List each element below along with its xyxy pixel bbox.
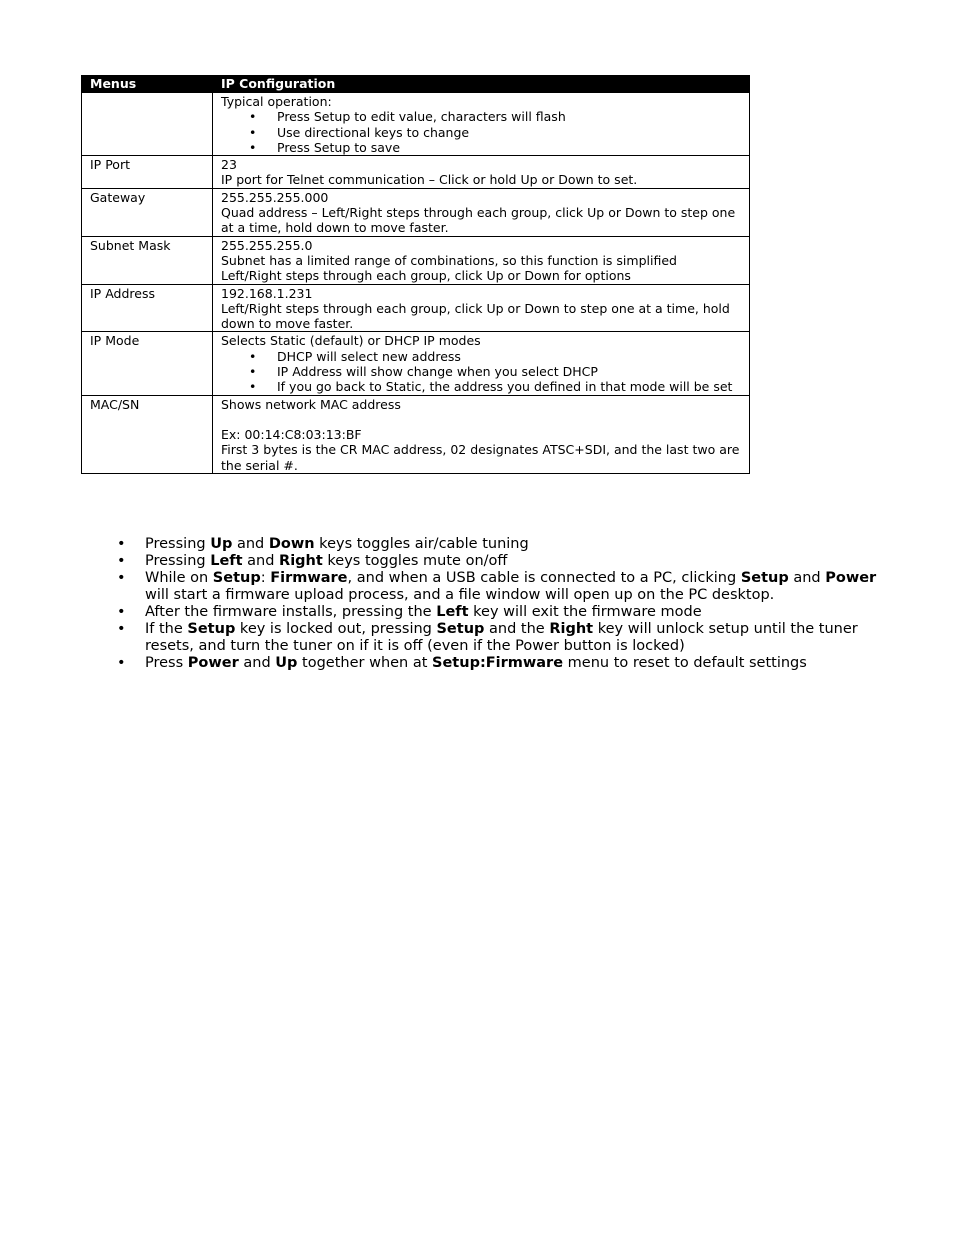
menu-cell <box>82 93 213 156</box>
key-name: Firmware <box>270 570 348 586</box>
ip-configuration-table <box>81 75 750 474</box>
value-cell <box>213 236 750 284</box>
value-line: Typical operation: <box>221 94 332 109</box>
menu-cell: IP Mode <box>82 332 213 395</box>
value-line: Subnet has a limited range of combinations, so this function is simplified <box>221 252 677 268</box>
value-line: IP port for Telnet communication – Click or hold Up or Down to set. <box>221 172 638 188</box>
note-text: and the <box>484 621 550 637</box>
menu-cell: Subnet Mask <box>82 236 213 284</box>
value-line: Shows network MAC address <box>221 396 401 412</box>
note-item <box>117 621 877 655</box>
key-name: Left <box>210 553 243 569</box>
note-text: key will unlock setup until the tuner resets, and turn the tuner on if it is off (even if the Power button is locked) <box>145 621 858 654</box>
table-row <box>82 156 750 189</box>
value-line: Selects Static (default) or DHCP IP modes <box>221 333 481 349</box>
table-row <box>82 236 750 284</box>
key-name: Setup <box>187 621 236 637</box>
value-cell <box>213 156 750 189</box>
table-row <box>82 284 750 332</box>
value-line: First 3 bytes is the CR MAC address, 02 designates ATSC+SDI, and the last two are the serial #. <box>221 442 740 473</box>
note-text: key will exit the firmware mode <box>468 604 702 620</box>
note-text: key is locked out, pressing <box>235 621 437 637</box>
list-item: • Press Setup to edit value, characters will flash <box>277 109 745 124</box>
list-item: • IP Address will show change when you select DHCP <box>277 364 745 379</box>
value-cell <box>213 332 750 395</box>
key-name: Setup <box>740 570 789 586</box>
key-name: Up <box>210 536 233 552</box>
header-ip-configuration: IP Configuration <box>213 76 750 93</box>
note-item <box>117 604 877 621</box>
value-bullet-list <box>221 109 745 155</box>
note-text: , and when a USB cable is connected to a PC, clicking <box>347 570 741 586</box>
key-name: Power <box>187 655 239 671</box>
key-name: Power <box>825 570 877 586</box>
key-name: Setup <box>212 570 261 586</box>
key-name: Left <box>436 604 469 620</box>
value-cell <box>213 284 750 332</box>
table-row <box>82 332 750 395</box>
key-name: Right <box>549 621 594 637</box>
menu-cell: IP Address <box>82 284 213 332</box>
note-text: and <box>238 655 276 671</box>
value-cell <box>213 93 750 156</box>
note-text: keys toggles mute on/off <box>322 553 508 569</box>
list-item: • DHCP will select new address <box>277 349 745 364</box>
note-item <box>117 536 877 553</box>
value-cell <box>213 395 750 473</box>
value-line: 255.255.255.0 <box>221 237 313 253</box>
note-item <box>117 553 877 570</box>
note-text: menu to reset to default settings <box>563 655 807 671</box>
note-text: Press <box>145 655 188 671</box>
menu-cell: IP Port <box>82 156 213 189</box>
note-text: together when at <box>297 655 433 671</box>
value-cell <box>213 188 750 236</box>
list-item: • Use directional keys to change <box>277 125 745 140</box>
key-name: Setup <box>436 621 485 637</box>
table-row <box>82 188 750 236</box>
note-text: and <box>242 553 280 569</box>
key-name: Setup:Firmware <box>432 655 564 671</box>
table-header-row <box>82 76 750 93</box>
note-text: If the <box>145 621 188 637</box>
key-name: Right <box>279 553 323 569</box>
header-menus: Menus <box>82 76 213 93</box>
value-bullet-list <box>221 349 745 395</box>
note-text: and <box>232 536 269 552</box>
value-line: 255.255.255.000 <box>221 189 329 205</box>
value-line: Left/Right steps through each group, click Up or Down to step one at a time, hold down to move faster. <box>221 300 730 332</box>
list-item: • If you go back to Static, the address you defined in that mode will be set <box>277 379 745 394</box>
table-row <box>82 93 750 156</box>
table-row <box>82 395 750 473</box>
note-item <box>117 570 877 604</box>
table-body <box>82 93 750 474</box>
key-notes-list <box>117 536 877 672</box>
value-line <box>221 412 745 427</box>
value-line: Quad address – Left/Right steps through each group, click Up or Down to step one at a time, hold down to move faster. <box>221 205 736 236</box>
note-text: While on <box>145 570 213 586</box>
note-item <box>117 655 877 672</box>
value-line: Ex: 00:14:C8:03:13:BF <box>221 426 362 442</box>
menu-cell: Gateway <box>82 188 213 236</box>
value-line: 23 <box>221 157 237 173</box>
note-text: Pressing <box>145 553 211 569</box>
list-item: • Press Setup to save <box>277 140 745 155</box>
key-name: Down <box>268 536 315 552</box>
value-line: 192.168.1.231 <box>221 285 313 301</box>
note-text: will start a firmware upload process, and a file window will open up on the PC desktop. <box>145 587 775 603</box>
note-text: and <box>788 570 826 586</box>
note-text: : <box>260 570 271 586</box>
note-text: After the firmware installs, pressing the <box>145 604 437 620</box>
value-line: Left/Right steps through each group, click Up or Down for options <box>221 268 631 284</box>
key-name: Up <box>275 655 298 671</box>
menu-cell: MAC/SN <box>82 395 213 473</box>
note-text: Pressing <box>145 536 211 552</box>
note-text: keys toggles air/cable tuning <box>314 536 529 552</box>
